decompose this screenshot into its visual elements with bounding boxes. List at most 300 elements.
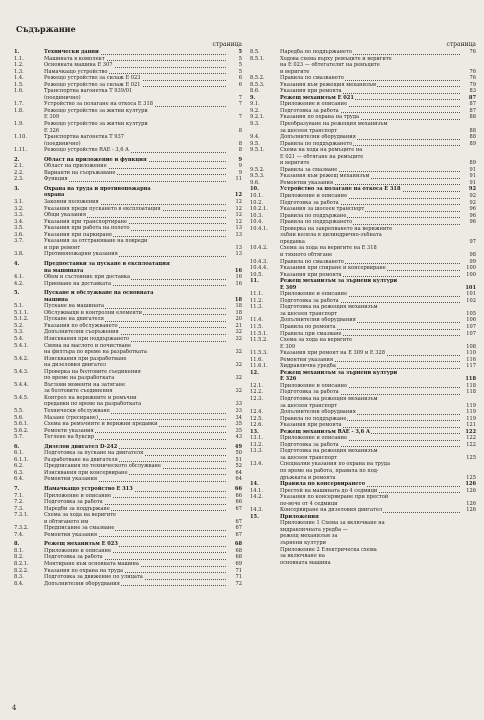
section-title: Правила по поддържането — [280, 140, 353, 147]
section-title: зърнени култури — [280, 540, 326, 547]
section-title: Подготовка на режещия механизъм — [280, 304, 378, 311]
page-ref: 116 — [466, 356, 476, 363]
section-number: 3.5. — [14, 225, 24, 232]
page-ref: 76 — [469, 68, 476, 75]
section-title: Допълнителни оборудвания — [44, 580, 120, 587]
section-number: 1.11. — [14, 147, 27, 154]
page-ref: 13 — [235, 231, 242, 238]
section-number: 9.5.2. — [250, 166, 265, 173]
section-number: 11.1. — [250, 291, 263, 298]
page-ref: 49 — [234, 443, 242, 450]
page-ref: 51 — [235, 456, 242, 463]
section-title: Указания към режещия механизъм — [280, 81, 376, 88]
section-title: Приложение и описание — [280, 382, 348, 389]
section-title: Транспортна вагонетка Т 939/01 — [44, 88, 133, 95]
section-number: 4.2. — [14, 280, 24, 287]
section-number: 7. — [14, 486, 20, 492]
page-ref: 9 — [238, 169, 242, 176]
section-title: Указания при транспортиране — [44, 218, 128, 225]
section-number: 10.4.3. — [250, 258, 268, 265]
section-title: Пускане на двигателя — [44, 316, 104, 323]
section-title: Правила при смазване — [280, 330, 342, 337]
page-ref: 89 — [469, 160, 476, 167]
page-ref: 118 — [465, 376, 476, 383]
page-ref: 35 — [235, 421, 242, 428]
section-title: Указания при ремонт на Е 309 и Е 328 — [280, 350, 385, 357]
page-ref: 16 — [234, 267, 242, 274]
section-number: 7.1. — [14, 492, 24, 499]
section-title: Режещ механизъм RAE - 3,6 A — [280, 428, 370, 435]
section-title: Указания при ремонта — [280, 422, 342, 429]
section-number: 1.2. — [14, 62, 24, 69]
page-ref: 18 — [234, 296, 242, 303]
section-title: Наредби за поддържане — [44, 505, 110, 512]
section-number: 8.5.2. — [250, 75, 265, 82]
section-number: 12.4. — [250, 409, 263, 416]
section-title: по време на разработката — [44, 375, 115, 382]
section-number: 1.5. — [14, 81, 24, 88]
page-ref: 68 — [235, 547, 242, 554]
section-title: Указания при паркиране — [44, 231, 112, 238]
section-number: 14. — [250, 481, 259, 488]
section-number: 7.4. — [14, 531, 24, 538]
page-ref: 126 — [466, 507, 476, 514]
section-title: Основната машина Е 307 — [44, 62, 113, 69]
section-title: Ремонтни указания — [280, 179, 334, 186]
page-ref: 102 — [466, 297, 476, 304]
section-number: 1.6. — [14, 88, 24, 95]
page-ref: 99 — [469, 258, 476, 265]
section-title: Режещ механизъм за зърнени култури — [280, 278, 398, 285]
section-title: Проверка на закрепването на верижните — [280, 225, 393, 232]
section-title: Област на приложение и функция — [44, 156, 147, 163]
toc-entry — [14, 281, 242, 288]
section-title: Смяна на маслото и почистване — [44, 342, 132, 349]
page-ref: 16 — [235, 280, 242, 287]
page-ref: 122 — [466, 435, 476, 442]
section-title: Подготовка за работа — [280, 297, 339, 304]
page-ref: 105 — [466, 310, 476, 317]
page-ref: 32 — [235, 335, 242, 342]
page-ref: 16 — [235, 274, 242, 281]
page-ref: 107 — [466, 330, 476, 337]
section-title: Указания по охрана на труда — [280, 114, 360, 121]
page-ref: 117 — [466, 363, 476, 370]
section-title: на филтъра по време на разработката — [44, 349, 147, 356]
section-number: 5.1.2. — [14, 316, 29, 323]
section-number: 10.4.4. — [250, 265, 268, 272]
page-ref: 5 — [238, 62, 242, 69]
section-title: хидравличната уредба — — [280, 526, 348, 533]
section-title: на машината — [44, 267, 84, 274]
section-number: 11.6. — [250, 356, 263, 363]
section-number: 10.1. — [250, 193, 263, 200]
page-ref: 7 — [238, 94, 242, 101]
section-title: Хидравлична уредба — [280, 363, 336, 370]
page-ref: 87 — [469, 101, 476, 108]
section-number: 12.2. — [250, 389, 263, 396]
section-number: 12. — [250, 369, 259, 376]
section-number: 10.3. — [250, 212, 263, 219]
section-title: Подготовка за работа — [44, 499, 103, 506]
section-number: 9.2.1. — [250, 114, 265, 121]
section-title: и при ремонт — [44, 244, 81, 251]
section-title: Режещ механизъм Е 023 — [44, 541, 118, 548]
section-number: 8.2. — [14, 554, 24, 561]
section-title: Приложение и описание — [280, 193, 348, 200]
page-ref: 100 — [466, 265, 476, 272]
section-number: 3.1. — [14, 199, 24, 206]
section-title: Намачкащо устройство Е 313 — [44, 486, 133, 492]
page-ref: 122 — [465, 428, 476, 435]
section-number: 2.2. — [14, 169, 24, 176]
page-ref: 50 — [235, 450, 242, 457]
page-ref: 92 — [469, 199, 476, 206]
section-title: Указания преди пускането в експлоатация — [44, 205, 161, 212]
section-number: 11.4. — [250, 317, 263, 324]
section-title: и обтягането им — [44, 518, 89, 525]
section-number: 6.1. — [14, 450, 24, 457]
section-number: 3.8. — [14, 251, 24, 258]
section-number: 7.3. — [14, 505, 24, 512]
section-title: Указания по охрана на труда — [44, 567, 124, 574]
section-title: по време на работа, правила по под- — [280, 468, 379, 474]
section-title: Предпоставки за пускане в експлоатация — [44, 260, 170, 267]
section-title: Е 326 — [44, 127, 60, 134]
toc-left-list — [14, 49, 242, 587]
section-number: 5.1.1. — [14, 309, 29, 316]
section-title: Предписания по техническото обслужване — [44, 463, 161, 470]
section-title: Противопожарни указания — [44, 251, 118, 258]
section-title: Подготовка за работа — [44, 554, 103, 561]
page-ref: 125 — [466, 474, 476, 481]
section-number: 9.5. — [250, 140, 260, 147]
page-ref: 8 — [238, 140, 242, 147]
section-title: машина — [44, 296, 69, 303]
section-title: Обем и състояние при доставка — [44, 274, 130, 281]
page-ref: 12 — [235, 218, 242, 225]
section-number: 5.6.1. — [14, 421, 29, 428]
section-title: за болтовите съединения — [44, 388, 113, 395]
section-number: 14.2. — [250, 494, 263, 501]
section-title: Теглене на буксир — [44, 434, 95, 441]
section-title: Допълнителни оборудвания — [280, 317, 356, 324]
section-number: 12.5. — [250, 415, 263, 422]
section-number: 3.3. — [14, 212, 24, 219]
section-title: охрана — [44, 192, 65, 199]
section-title: Устройство за полагане на откоса Е 318 — [44, 101, 153, 108]
section-title: на дизеловия двигател — [44, 362, 106, 369]
section-number: 10.4. — [250, 219, 263, 226]
section-title: Ремонтни указания — [280, 356, 334, 363]
section-number: 14.3. — [250, 507, 263, 514]
page-ref: 5 — [238, 55, 242, 62]
section-title: Подготовка на режещия механизъм — [280, 448, 378, 455]
page-ref: 87 — [468, 94, 476, 101]
section-title: Е 021 — обтягане на ремъците — [280, 153, 364, 160]
section-number: 8. — [14, 541, 20, 548]
leader-dots — [44, 181, 226, 182]
section-number: 5.5. — [14, 407, 24, 414]
page-ref: 98 — [469, 251, 476, 258]
section-number: 8.2.2. — [14, 567, 29, 574]
section-title: Указания при спиране и консервиране — [280, 265, 386, 272]
page-ref: 121 — [466, 422, 476, 429]
section-title: предавки по време на разработката — [44, 401, 142, 408]
page-ref: 68 — [234, 541, 242, 548]
section-title: зъбни колела в цилиндрично-зъбната — [280, 232, 382, 239]
page-ref: 8 — [238, 147, 242, 154]
section-title: Ремонтни указания — [44, 531, 98, 538]
toc-right-list — [250, 49, 476, 566]
page-ref: 33 — [235, 401, 242, 408]
page-ref: 119 — [466, 415, 476, 422]
page-ref: 12 — [235, 205, 242, 212]
section-number: 7.3.1. — [14, 512, 29, 519]
section-title: Дизелов двигател D-242 — [44, 443, 118, 450]
section-number: 9.4. — [250, 134, 260, 141]
page-ref: 66 — [235, 492, 242, 499]
section-title: Подготовка на режещия механизъм — [280, 395, 378, 402]
page-ref: 64 — [235, 476, 242, 483]
section-number: 9.2. — [250, 107, 260, 114]
section-number: 11.3. — [250, 304, 263, 311]
section-title: Предписание за смазване — [44, 525, 115, 532]
toc-entry — [14, 147, 242, 154]
page-ref: 88 — [469, 134, 476, 141]
section-title: за шосеен транспорт — [280, 454, 338, 461]
section-number: 11.5. — [250, 323, 263, 330]
section-title: Режещо устройство за силаж Е 021 — [44, 81, 141, 88]
section-title: Указания по обслужването — [44, 322, 118, 329]
page-ref: 126 — [465, 481, 476, 488]
section-title: за шосеен транспорт — [280, 310, 338, 317]
page-ref: 71 — [235, 567, 242, 574]
section-title: Транспортна вагонетка Т 937 — [44, 134, 124, 141]
section-number: 10. — [250, 186, 259, 193]
section-title: Режещ механизъм Е 021 — [280, 94, 354, 101]
section-number: 9. — [250, 94, 256, 101]
section-number: 1.9. — [14, 121, 24, 128]
section-number: 4. — [14, 260, 20, 267]
section-number: 10.4.2. — [250, 245, 268, 252]
page-ref: 43 — [235, 434, 242, 441]
page-ref: 9 — [238, 156, 242, 163]
section-number: 5. — [14, 290, 20, 297]
page-ref: 76 — [469, 49, 476, 55]
section-number: 11.5.1. — [250, 330, 268, 337]
section-title: Пускане и обслужване на основната — [44, 290, 154, 297]
section-number: 3.4. — [14, 218, 24, 225]
section-title: Указания по консервиране при престой — [280, 494, 389, 501]
toc-entry — [250, 560, 476, 567]
section-number: 9.5.3. — [250, 173, 265, 180]
section-title: Ремонтни указания — [44, 476, 98, 483]
section-title: (поединично) — [44, 94, 81, 101]
section-title: Е 309 — [44, 114, 60, 121]
page-ref: 107 — [466, 323, 476, 330]
page-ref: 119 — [466, 402, 476, 409]
section-number: 15. — [250, 513, 259, 520]
page-ref: 92 — [469, 193, 476, 200]
section-title: Правила по ремонта — [280, 323, 336, 330]
section-title: Мазане (гресиране) — [44, 414, 98, 421]
page-ref: 32 — [235, 329, 242, 336]
section-title: Правила по поддържането — [280, 219, 353, 226]
page-ref: 122 — [466, 441, 476, 448]
page-ref: 106 — [466, 317, 476, 324]
page-ref: 67 — [235, 525, 242, 532]
toc-entry — [14, 476, 242, 483]
section-title: Технически данни — [44, 49, 99, 55]
section-title: Схема на хода на ремъците на — [280, 147, 363, 154]
page-ref: 12 — [235, 199, 242, 206]
section-title: Контрол на верижните и ремъчни — [44, 394, 137, 401]
section-title: Намачкащо устройство — [44, 68, 108, 75]
page-ref: 91 — [469, 166, 476, 173]
section-number: 13. — [250, 428, 259, 435]
page-ref: 52 — [235, 463, 242, 470]
section-title: Указания за отстраняване на повреди — [44, 238, 148, 245]
section-title: Приложение и описание — [280, 101, 348, 108]
section-number: 1. — [14, 49, 20, 55]
page-ref: 69 — [235, 561, 242, 568]
section-number: 1.10. — [14, 134, 27, 141]
section-number: 1.4. — [14, 75, 24, 82]
page-ref: 76 — [469, 75, 476, 82]
page-ref: 66 — [234, 486, 242, 492]
section-number: 12.1. — [250, 382, 263, 389]
page-ref: 67 — [235, 505, 242, 512]
section-title: Престой на машината до 4 седмици — [280, 487, 378, 494]
page-ref: 126 — [466, 487, 476, 494]
page-ref: 97 — [469, 238, 476, 245]
section-title: Допълнителни оборудвания — [280, 409, 356, 416]
page-ref: 88 — [469, 127, 476, 134]
page-ref: 96 — [469, 212, 476, 219]
toc-entry — [14, 176, 242, 183]
page-ref: 92 — [468, 186, 476, 193]
page-ref: 72 — [235, 580, 242, 587]
page-ref: 67 — [235, 531, 242, 538]
page-ref: 18 — [235, 309, 242, 316]
section-title: основната машина — [280, 559, 331, 566]
section-number: 6.1.1. — [14, 456, 29, 463]
section-title: Изисквания при поддържането — [44, 335, 130, 342]
section-title: за включване на — [280, 553, 325, 560]
section-number: 5.1. — [14, 303, 24, 310]
section-title: Охрана на труда и противопожарна — [44, 185, 151, 192]
page-column-label: страница — [446, 41, 476, 48]
section-title: Област на приложение — [44, 163, 107, 170]
section-number: 9.3. — [250, 121, 260, 128]
section-number: 11. — [250, 278, 259, 285]
section-title: Указания при ремонта — [280, 88, 342, 95]
section-number: 9.5.1. — [250, 147, 265, 154]
section-title: Консервиране на дизеловия двигател — [280, 507, 383, 514]
section-title: Изисквания при разработване — [44, 355, 127, 362]
section-title: Монтиране към основната машина — [44, 561, 139, 568]
section-title: Схема на ремъчните и верижни предавки — [44, 421, 158, 428]
page-ref: 100 — [466, 271, 476, 278]
section-title: Подготовка за работа — [280, 199, 339, 206]
section-number: 5.4.3. — [14, 368, 29, 375]
section-title: Наредба по поддържането — [280, 49, 352, 55]
section-number: 10.4.1. — [250, 225, 268, 232]
page-ref: 101 — [466, 291, 476, 298]
section-number: 10.5. — [250, 271, 263, 278]
section-number: 2. — [14, 156, 20, 163]
page-ref: 32 — [235, 349, 242, 356]
section-title: режещ механизъм за — [280, 533, 338, 540]
page-number: 4 — [12, 704, 17, 712]
page-ref: 118 — [466, 382, 476, 389]
page-ref: 12 — [234, 192, 242, 199]
page-column-label: страница — [212, 41, 242, 48]
section-title: Правила по поддържане — [280, 415, 347, 422]
section-title: Режещо устройство RAE - 3,6 A — [44, 147, 129, 154]
section-number: 11.2. — [250, 297, 263, 304]
section-title: Приложение и описание — [44, 547, 112, 554]
section-title: Приложения — [280, 513, 319, 520]
section-number: 6.2. — [14, 463, 24, 470]
section-title: Подготовка за работа — [280, 389, 339, 396]
section-title: Допълнителни оборудвания — [280, 134, 356, 141]
section-title: Изисквания при консервиране — [44, 469, 128, 476]
page-ref: 13 — [235, 251, 242, 258]
section-title: Схема за хода на веригите — [280, 337, 353, 344]
page-ref: 119 — [466, 409, 476, 416]
section-number: 5.4.5. — [14, 394, 29, 401]
section-number: 5.6. — [14, 414, 24, 421]
section-number: 3.6. — [14, 231, 24, 238]
section-number: 6. — [14, 443, 20, 450]
toc-entry — [14, 581, 242, 588]
section-title: по-вече от 4 седмици — [280, 500, 338, 507]
page-ref: 8 — [238, 127, 242, 134]
section-title: Пускане на машината — [44, 303, 105, 310]
page-ref: 18 — [235, 303, 242, 310]
page-ref: 91 — [469, 179, 476, 186]
section-number: 8.5.3. — [250, 81, 265, 88]
section-title: Режещо устройство за силаж Е 023 — [44, 75, 141, 82]
page-ref: 125 — [466, 454, 476, 461]
toc-entry — [14, 532, 242, 539]
section-title: Указания за шосеен транспорт — [280, 206, 365, 213]
section-number: 9.1. — [250, 101, 260, 108]
page-ref: 11 — [235, 176, 242, 183]
toc-title: Съдържание — [16, 24, 76, 34]
section-title: Варианти на съоръжаване — [44, 169, 116, 176]
section-number: 12.6. — [250, 422, 263, 429]
page-ref: 20 — [235, 316, 242, 323]
section-number: 8.2.1. — [14, 561, 29, 568]
page-ref: 6 — [238, 81, 242, 88]
section-number: 5.3. — [14, 329, 24, 336]
section-number: 5.7. — [14, 434, 24, 441]
section-title: дръжката и ремонта — [280, 474, 336, 481]
section-number: 13.3. — [250, 448, 263, 455]
section-number: 3. — [14, 185, 20, 192]
page-ref: 32 — [235, 388, 242, 395]
section-number: 5.4.1. — [14, 342, 29, 349]
section-title: Приложение и описание — [280, 291, 348, 298]
section-title: Режещ механизъм за зърнени култури — [280, 369, 398, 376]
section-number: 10.2. — [250, 199, 263, 206]
toc-entry — [14, 251, 242, 258]
page-ref: 9 — [238, 163, 242, 170]
section-title: Приложение 1 Схема за включване на — [280, 520, 385, 527]
